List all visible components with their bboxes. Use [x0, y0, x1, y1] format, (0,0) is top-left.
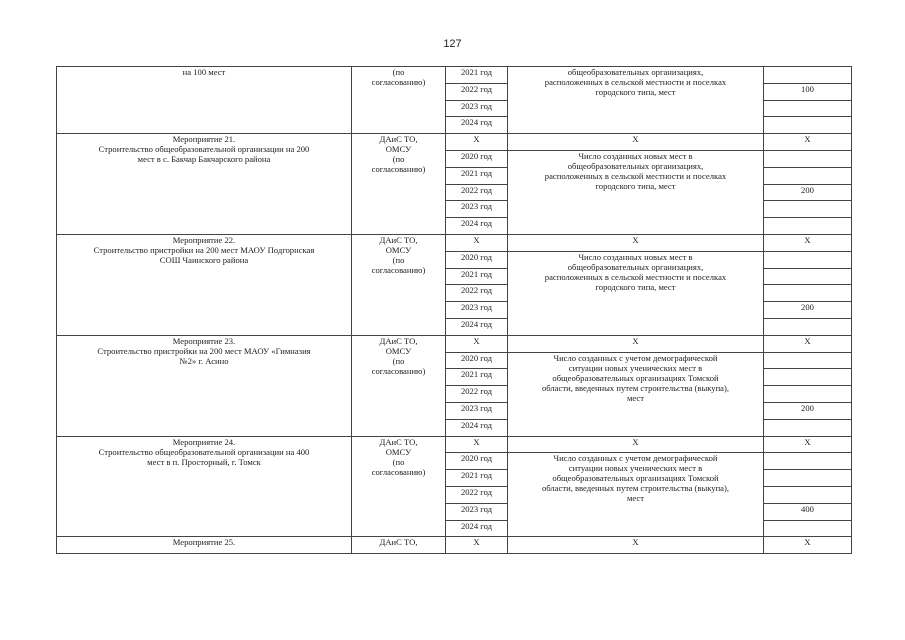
year-cell: 2020 год — [446, 453, 508, 470]
year-cell: 2024 год — [446, 419, 508, 436]
year-cell: 2024 год — [446, 218, 508, 235]
indicator-line: Число созданных новых мест в — [578, 251, 693, 262]
indicator-line: общеобразовательных организациях Томской — [552, 473, 719, 484]
year-x-cell: X — [446, 234, 508, 251]
activities-table — [56, 66, 852, 554]
activity-name-line: Мероприятие 23. — [172, 335, 236, 346]
indicator-line: городского типа, мест — [595, 180, 676, 191]
executor-cell — [352, 436, 446, 537]
year-cell: 2023 год — [446, 100, 508, 117]
value-cell — [764, 470, 852, 487]
indicator-cell — [508, 67, 764, 134]
indicator-cell — [508, 251, 764, 335]
executor-line: ОМСУ — [385, 244, 412, 255]
value-cell — [764, 486, 852, 503]
year-x-cell: X — [446, 537, 508, 554]
activity-name-line: Мероприятие 22. — [172, 234, 236, 245]
year-cell: 2020 год — [446, 150, 508, 167]
value-cell — [764, 251, 852, 268]
value-x-cell: X — [764, 335, 852, 352]
year-cell: 2020 год — [446, 251, 508, 268]
activity-name-line: Мероприятие 21. — [172, 134, 236, 145]
executor-line: ДАиС ТО, — [379, 537, 418, 548]
indicator-x-cell: X — [508, 537, 764, 554]
page-number: 127 — [443, 38, 462, 50]
table-row — [57, 335, 852, 352]
year-x-cell: X — [446, 335, 508, 352]
value-cell — [764, 453, 852, 470]
table-row — [57, 134, 852, 151]
year-x-cell: X — [446, 436, 508, 453]
executor-line: ДАиС ТО, — [379, 234, 418, 245]
value-cell — [764, 100, 852, 117]
year-cell: 2022 год — [446, 184, 508, 201]
activity-name-cell — [57, 67, 352, 134]
value-cell — [764, 386, 852, 403]
indicator-line: расположенных в сельской местности и поселках — [544, 271, 727, 282]
value-cell — [764, 67, 852, 84]
indicator-cell — [508, 150, 764, 234]
indicator-line: расположенных в сельской местности и поселках — [544, 170, 727, 181]
activity-name-line: СОШ Чаинского района — [159, 254, 249, 265]
indicator-line: общеобразовательных организациях, — [567, 67, 704, 77]
value-cell — [764, 318, 852, 335]
indicator-line: общеобразовательных организациях Томской — [552, 372, 719, 383]
value-cell — [764, 285, 852, 302]
value-cell: 200 — [764, 402, 852, 419]
executor-line: ОМСУ — [385, 446, 412, 457]
activity-name-line: Строительство общеобразовательной организации на 200 — [98, 144, 310, 155]
activity-name-cell — [57, 335, 352, 436]
value-cell: 400 — [764, 503, 852, 520]
year-cell: 2022 год — [446, 486, 508, 503]
value-x-cell: X — [764, 537, 852, 554]
indicator-line: Число созданных с учетом демографической — [553, 453, 718, 464]
year-cell: 2020 год — [446, 352, 508, 369]
year-x-cell: X — [446, 134, 508, 151]
indicator-line: расположенных в сельской местности и поселках — [544, 77, 727, 87]
value-cell — [764, 117, 852, 134]
activity-name-cell — [57, 537, 352, 554]
activity-name-line: на 100 мест — [182, 67, 226, 77]
table-row — [57, 234, 852, 251]
year-cell: 2023 год — [446, 402, 508, 419]
indicator-line: области, введенных путем строительства (выкупа), — [541, 382, 730, 393]
year-cell: 2021 год — [446, 67, 508, 84]
executor-line: согласованию) — [371, 466, 426, 477]
year-cell: 2021 год — [446, 167, 508, 184]
value-cell — [764, 520, 852, 537]
activity-name-line: Мероприятие 24. — [172, 436, 236, 447]
executor-cell — [352, 537, 446, 554]
year-cell: 2024 год — [446, 520, 508, 537]
indicator-cell — [508, 352, 764, 436]
year-cell: 2022 год — [446, 83, 508, 100]
indicator-line: области, введенных путем строительства (выкупа), — [541, 483, 730, 494]
indicator-line: городского типа, мест — [595, 87, 676, 97]
value-cell — [764, 201, 852, 218]
activity-name-cell — [57, 134, 352, 235]
year-cell: 2021 год — [446, 268, 508, 285]
activity-name-line: Строительство пристройки на 200 мест МАОУ «Гимназия — [97, 345, 311, 356]
value-x-cell: X — [764, 436, 852, 453]
executor-line: (по — [392, 154, 405, 165]
indicator-line: общеобразовательных организациях, — [567, 261, 704, 272]
value-cell — [764, 218, 852, 235]
executor-cell — [352, 67, 446, 134]
indicator-x-cell: X — [508, 436, 764, 453]
executor-line: (по — [392, 254, 405, 265]
indicator-line: Число созданных новых мест в — [578, 150, 693, 161]
value-cell: 200 — [764, 302, 852, 319]
indicator-line: мест — [626, 493, 645, 504]
indicator-cell — [508, 453, 764, 537]
executor-cell — [352, 134, 446, 235]
value-cell: 100 — [764, 83, 852, 100]
activity-name-line: №2» г. Асино — [179, 355, 229, 366]
year-cell: 2021 год — [446, 369, 508, 386]
year-cell: 2023 год — [446, 503, 508, 520]
activity-name-line: Мероприятие 25. — [172, 537, 236, 548]
year-cell: 2024 год — [446, 318, 508, 335]
value-cell — [764, 419, 852, 436]
indicator-line: общеобразовательных организациях, — [567, 160, 704, 171]
indicator-line: городского типа, мест — [595, 281, 676, 292]
executor-cell — [352, 335, 446, 436]
executor-line: (по — [392, 355, 405, 366]
activity-name-cell — [57, 436, 352, 537]
year-cell: 2024 год — [446, 117, 508, 134]
year-cell: 2021 год — [446, 470, 508, 487]
indicator-x-cell: X — [508, 234, 764, 251]
executor-line: согласованию) — [371, 365, 426, 376]
executor-line: ДАиС ТО, — [379, 335, 418, 346]
table-row — [57, 537, 852, 554]
value-cell: 200 — [764, 184, 852, 201]
value-cell — [764, 167, 852, 184]
executor-line: согласованию) — [371, 77, 426, 87]
year-cell: 2022 год — [446, 386, 508, 403]
activity-name-line: Строительство пристройки на 200 мест МАОУ Подгорнская — [93, 244, 315, 255]
year-cell: 2023 год — [446, 302, 508, 319]
executor-cell — [352, 234, 446, 335]
table-row — [57, 436, 852, 453]
activity-name-line: мест в с. Бакчар Бакчарского района — [137, 154, 271, 165]
executor-line: (по — [392, 456, 405, 467]
value-cell — [764, 352, 852, 369]
executor-line: ОМСУ — [385, 144, 412, 155]
activity-name-cell — [57, 234, 352, 335]
value-x-cell: X — [764, 134, 852, 151]
value-cell — [764, 150, 852, 167]
value-x-cell: X — [764, 234, 852, 251]
activity-name-line: мест в п. Просторный, г. Томск — [147, 456, 261, 467]
indicator-x-cell: X — [508, 335, 764, 352]
executor-line: согласованию) — [371, 164, 426, 175]
indicator-x-cell: X — [508, 134, 764, 151]
executor-line: ДАиС ТО, — [379, 134, 418, 145]
executor-line: ДАиС ТО, — [379, 436, 418, 447]
executor-line: (по — [392, 67, 405, 77]
indicator-line: ситуации новых ученических мест в — [568, 362, 703, 373]
year-cell: 2022 год — [446, 285, 508, 302]
indicator-line: ситуации новых ученических мест в — [568, 463, 703, 474]
value-cell — [764, 268, 852, 285]
indicator-line: Число созданных с учетом демографической — [553, 352, 718, 363]
year-cell: 2023 год — [446, 201, 508, 218]
executor-line: ОМСУ — [385, 345, 412, 356]
table-row — [57, 67, 852, 84]
value-cell — [764, 369, 852, 386]
executor-line: согласованию) — [371, 264, 426, 275]
activity-name-line: Строительство общеобразовательной организации на 400 — [98, 446, 310, 457]
indicator-line: мест — [626, 392, 645, 403]
